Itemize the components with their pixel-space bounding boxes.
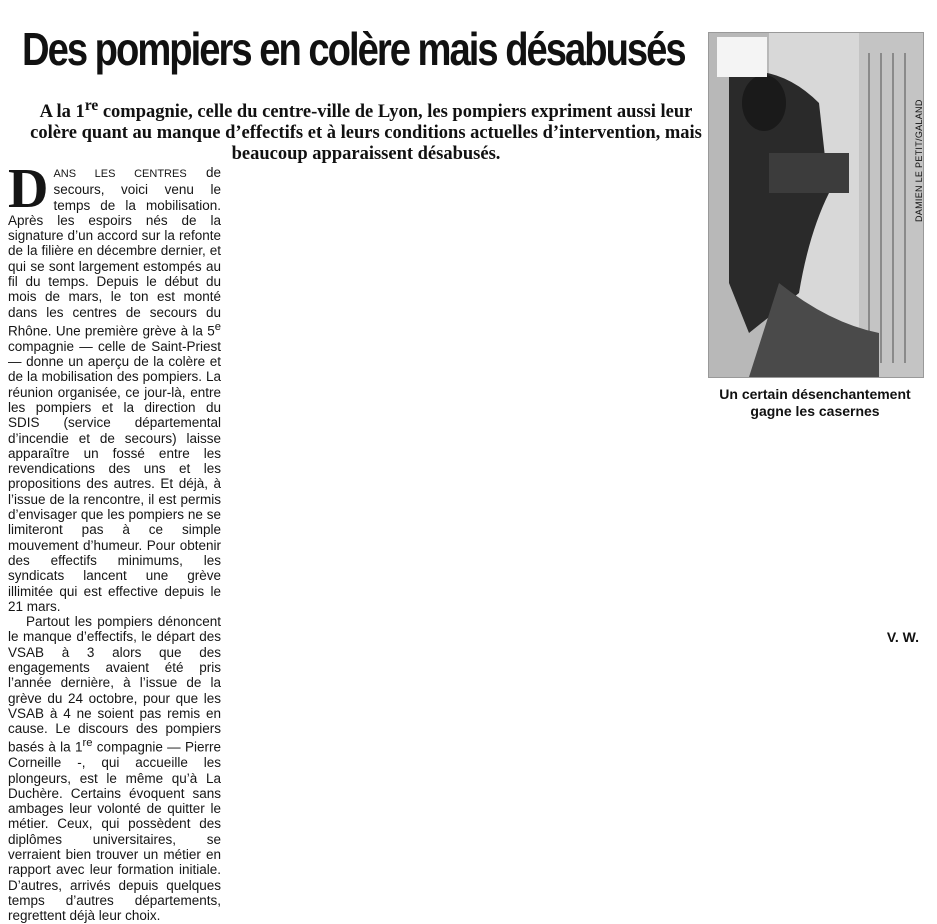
drop-cap: D [8,158,49,220]
article-column-1 [8,158,221,924]
standfirst-text-rest: compagnie, celle du centre-ville de Lyon, les pompiers expriment aussi leur colère quant au manque d’effectifs et à leurs conditions actuelles d’intervention, mais beaucoup apparaissent désabusés. [30,102,702,165]
paragraph-text: Partout les pompiers dénoncent le manque d’effectifs, le départ des VSAB à 3 alors que des engagements avaient été pris l’année dernière, à l’issue de la grève du 24 octobre, pour que les VSAB à 4 ne soient pas remis en cause. Le discours des pompiers basés à la 1 [8,614,221,755]
photo-credit: DAMIEN LE PETIT/GALAND [914,99,924,222]
photo-illustration [709,33,923,377]
ordinal-superscript: e [214,320,221,333]
smallcaps-lead: ANS LES CENTRES [53,168,187,180]
author-signature: V. W. [886,629,919,645]
article-paragraph [8,614,221,923]
standfirst-text: A la 1 [39,102,85,123]
firefighter-photo [708,32,924,378]
paragraph-text-rest: compagnie — celle de Saint-Priest — donne un aperçu de la colère et de la mobilisation des pompiers. La réunion organisée, ce jour-là, entre les pompiers et la direction du SDIS (service départemental d’incendie et de secours) laisse apparaître un fossé entre les revendications des uns et les propositions des autres. Et déjà, à l’issue de la rencontre, il est permis d’envisager que les pompiers ne se limiteront pas à ce simple mouvement d’humeur. Pour obtenir des effectifs minimums, les syndicats lancent une grève illimitée qui est effective depuis le 21 mars. [8,338,221,614]
paragraph-text-rest: compagnie — Pierre Corneille -, qui accueille les plongeurs, est le même qu’à La Duchère. Certains évoquent sans ambages leur volonté de quitter le métier. Ceux, qui possèdent des diplômes universitaires, se verraient bien trouver un métier en rapport avec leur formation initiale. D’autres, arrivés depuis quelques temps d’autres départements, regrettent déjà leur choix. [8,739,221,924]
headline: Des pompiers en colère mais désabusés [22,23,685,75]
ordinal-superscript: re [84,97,99,114]
standfirst [28,95,704,165]
photo-caption: Un certain désenchantement gagne les casernes [719,386,911,419]
article-paragraph [8,158,221,614]
paragraph-text: de secours, voici venu le temps de la mobilisation. Après les espoirs nés de la signature d’un accord sur la refonte de la filière en décembre dernier, et qui se sont largement estompés au fil du temps. Depuis le début du mois de mars, le ton est monté dans les centres de secours du Rhône. Une première grève à la 5 [8,165,221,339]
ordinal-superscript: re [82,737,93,750]
